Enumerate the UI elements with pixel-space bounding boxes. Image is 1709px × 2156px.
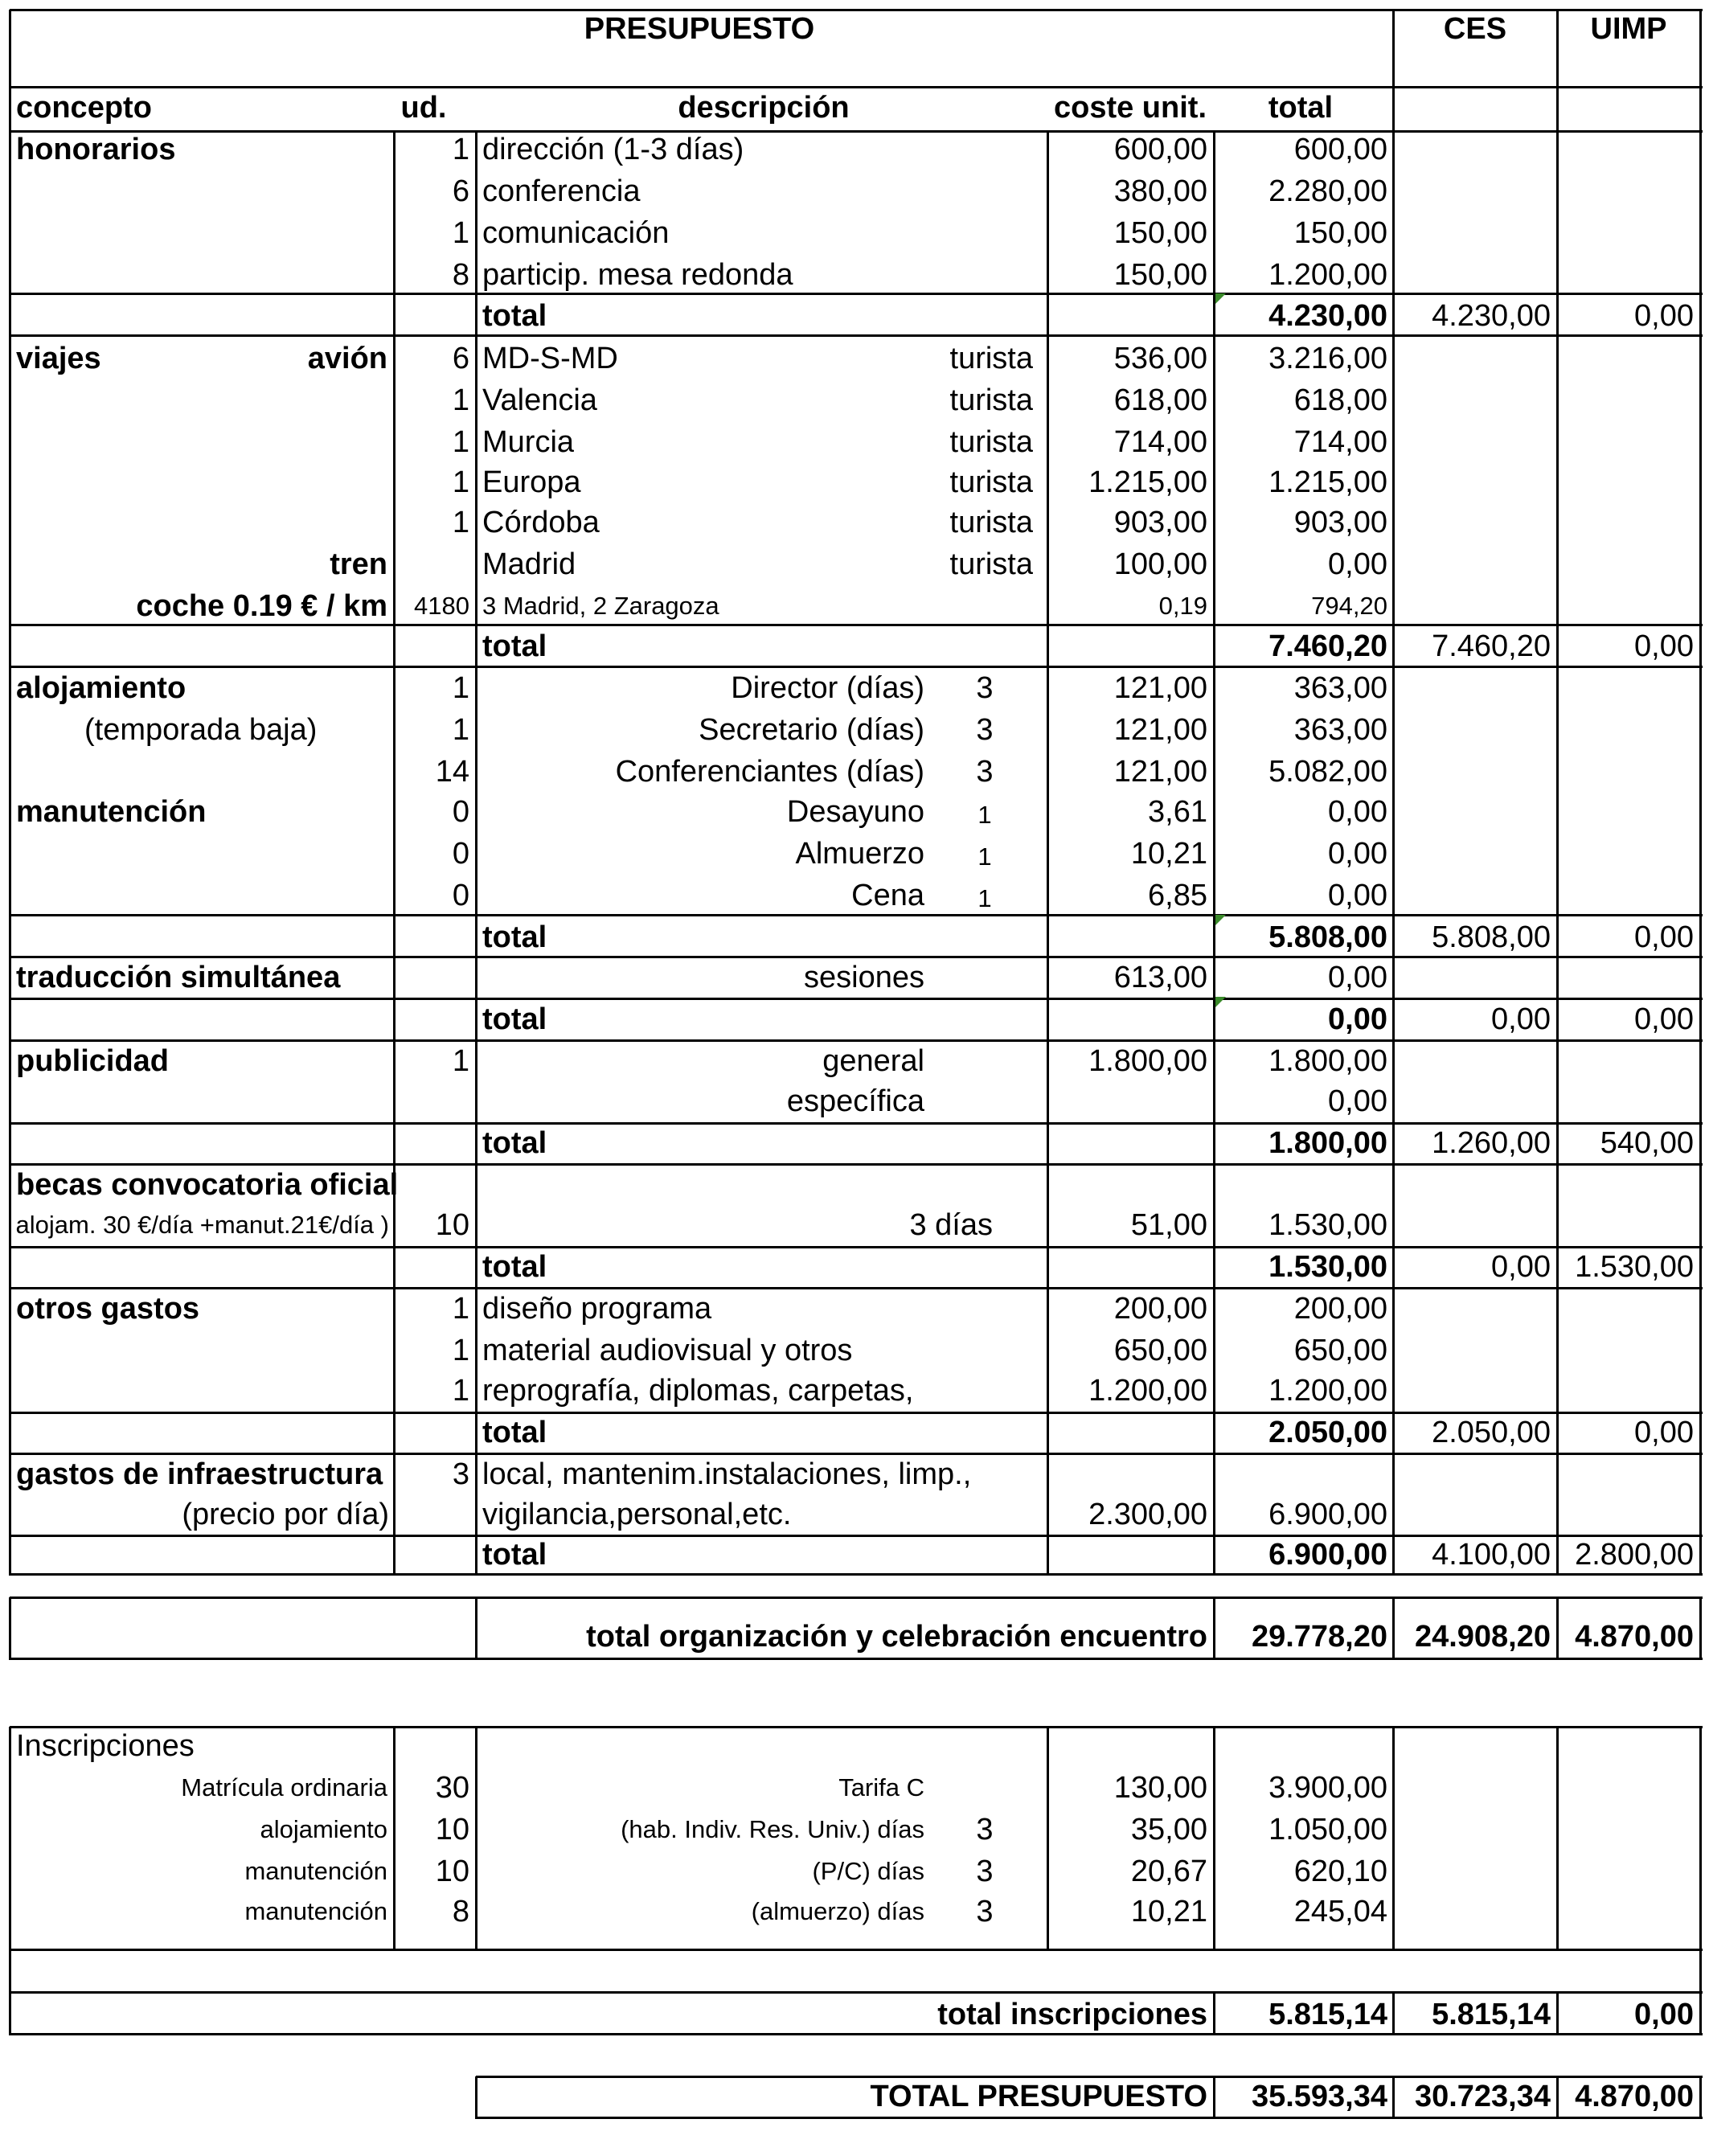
row-ud: 30 bbox=[435, 1771, 469, 1805]
section-total-label: total bbox=[482, 1002, 547, 1036]
grid-line bbox=[1556, 1727, 1559, 1951]
row-description: Córdoba bbox=[482, 506, 600, 539]
row-total: 1.200,00 bbox=[1268, 258, 1387, 292]
grid-line bbox=[1699, 10, 1702, 1576]
total-inscripciones-ces: 5.815,14 bbox=[1432, 1998, 1551, 2031]
row-total: 0,00 bbox=[1328, 1084, 1387, 1118]
section-total-label: total bbox=[482, 1538, 547, 1572]
grid-line bbox=[1699, 2076, 1702, 2119]
row-description: Murcia bbox=[482, 425, 575, 459]
section-total-label: total bbox=[482, 1126, 547, 1160]
section-total-value: 6.900,00 bbox=[1268, 1538, 1387, 1572]
sublabel-temporada: (temporada baja) bbox=[84, 713, 318, 747]
row-description: Conferenciantes (días) bbox=[615, 755, 924, 789]
section-total-uimp: 0,00 bbox=[1634, 299, 1694, 333]
section-label-otros: otros gastos bbox=[16, 1292, 200, 1326]
sublabel-avion: avión bbox=[307, 342, 387, 375]
total-organizacion-label: total organización y celebración encuentro bbox=[586, 1620, 1207, 1654]
section-total-label: total bbox=[482, 1416, 547, 1449]
row-total: 6.900,00 bbox=[1268, 1498, 1387, 1531]
row-ud: 1 bbox=[452, 506, 469, 539]
row-days: 3 bbox=[976, 713, 994, 747]
section-total-ces: 2.050,00 bbox=[1432, 1416, 1551, 1449]
row-concept: alojamiento bbox=[260, 1815, 387, 1843]
row-ud: 6 bbox=[452, 174, 469, 208]
grid-line bbox=[1392, 1597, 1395, 1660]
grid-line bbox=[1213, 1992, 1215, 2035]
row-ud: 3 bbox=[452, 1457, 469, 1491]
grid-line bbox=[10, 1949, 1703, 1951]
grid-line bbox=[9, 10, 11, 1576]
row-total: 1.530,00 bbox=[1268, 1208, 1387, 1242]
grid-line bbox=[1699, 1597, 1702, 1660]
row-total: 714,00 bbox=[1293, 425, 1387, 459]
sublabel-becas: alojam. 30 €/día +manut.21€/día ) bbox=[15, 1211, 389, 1239]
section-total-uimp: 2.800,00 bbox=[1575, 1538, 1694, 1572]
row-ud: 1 bbox=[452, 1044, 469, 1078]
total-inscripciones-uimp: 0,00 bbox=[1634, 1998, 1694, 2031]
row-unit-cost: 380,00 bbox=[1113, 174, 1207, 208]
section-total-uimp: 540,00 bbox=[1600, 1126, 1694, 1160]
grid-line bbox=[1556, 1597, 1559, 1660]
row-unit-cost: 1.800,00 bbox=[1088, 1044, 1207, 1078]
row-unit-cost: 35,00 bbox=[1130, 1813, 1207, 1847]
row-description: específica bbox=[786, 1084, 924, 1118]
row-days: 1 bbox=[977, 884, 992, 912]
row-total: 0,00 bbox=[1328, 879, 1387, 912]
page-title: PRESUPUESTO bbox=[584, 12, 815, 46]
column-header-coste: coste unit. bbox=[1053, 91, 1207, 125]
row-ud: 4180 bbox=[414, 592, 469, 620]
row-unit-cost: 130,00 bbox=[1113, 1771, 1207, 1805]
section-total-label: total bbox=[482, 1250, 547, 1284]
row-ud: 0 bbox=[452, 795, 469, 829]
total-inscripciones-label: total inscripciones bbox=[937, 1998, 1207, 2031]
row-ud: 1 bbox=[452, 465, 469, 499]
row-class: turista bbox=[949, 465, 1033, 499]
total-organizacion-value: 29.778,20 bbox=[1251, 1620, 1387, 1654]
row-unit-cost: 150,00 bbox=[1113, 216, 1207, 250]
column-header-ces: CES bbox=[1443, 12, 1507, 46]
section-total-label: total bbox=[482, 629, 547, 663]
row-total: 620,10 bbox=[1293, 1855, 1387, 1888]
row-description: (P/C) días bbox=[812, 1857, 924, 1885]
grid-line bbox=[1392, 2076, 1395, 2119]
row-total: 3.216,00 bbox=[1268, 342, 1387, 375]
grid-line bbox=[1556, 10, 1559, 1576]
section-total-value: 1.800,00 bbox=[1268, 1126, 1387, 1160]
section-label-publicidad: publicidad bbox=[16, 1044, 169, 1078]
column-header-descripcion: descripción bbox=[678, 91, 850, 125]
row-ud: 1 bbox=[452, 1374, 469, 1408]
row-unit-cost: 650,00 bbox=[1113, 1334, 1207, 1367]
row-ud: 1 bbox=[452, 383, 469, 417]
row-days: 3 bbox=[976, 1855, 994, 1888]
column-header-uimp: UIMP bbox=[1590, 12, 1667, 46]
grand-total-uimp: 4.870,00 bbox=[1575, 2080, 1694, 2113]
row-description: diseño programa bbox=[482, 1292, 712, 1326]
section-total-ces: 5.808,00 bbox=[1432, 920, 1551, 954]
section-label-honorarios: honorarios bbox=[16, 133, 176, 166]
grid-line bbox=[9, 1597, 11, 1660]
row-ud: 8 bbox=[452, 258, 469, 292]
section-total-ces: 0,00 bbox=[1491, 1002, 1551, 1036]
total-organizacion-ces: 24.908,20 bbox=[1414, 1620, 1551, 1654]
grid-line bbox=[10, 1658, 1703, 1660]
row-unit-cost: 618,00 bbox=[1113, 383, 1207, 417]
row-total: 0,00 bbox=[1328, 547, 1387, 581]
row-unit-cost: 51,00 bbox=[1130, 1208, 1207, 1242]
row-description: (hab. Indiv. Res. Univ.) días bbox=[621, 1815, 924, 1843]
grid-line bbox=[1213, 1597, 1215, 1660]
row-ud: 10 bbox=[435, 1208, 469, 1242]
row-ud: 0 bbox=[452, 879, 469, 912]
section-total-ces: 4.100,00 bbox=[1432, 1538, 1551, 1572]
row-total: 363,00 bbox=[1293, 713, 1387, 747]
section-label-becas: becas convocatoria oficial bbox=[16, 1168, 399, 1202]
section-total-ces: 1.260,00 bbox=[1432, 1126, 1551, 1160]
row-ud: 0 bbox=[452, 837, 469, 871]
section-total-label: total bbox=[482, 920, 547, 954]
row-description: Secretario (días) bbox=[699, 713, 924, 747]
row-total: 1.200,00 bbox=[1268, 1374, 1387, 1408]
section-total-ces: 0,00 bbox=[1491, 1250, 1551, 1284]
row-description: Cena bbox=[851, 879, 924, 912]
section-total-value: 7.460,20 bbox=[1268, 629, 1387, 663]
row-ud: 6 bbox=[452, 342, 469, 375]
row-description: general bbox=[822, 1044, 924, 1078]
row-ud: 1 bbox=[452, 133, 469, 166]
row-total: 150,00 bbox=[1293, 216, 1387, 250]
section-label-infraestructura: gastos de infraestructura bbox=[16, 1457, 383, 1491]
row-days: 3 bbox=[976, 755, 994, 789]
row-unit-cost: 536,00 bbox=[1113, 342, 1207, 375]
row-class: turista bbox=[949, 342, 1033, 375]
sublabel-tren: tren bbox=[330, 547, 387, 581]
section-total-value: 2.050,00 bbox=[1268, 1416, 1387, 1449]
row-description: 3 días bbox=[909, 1208, 993, 1242]
row-days bbox=[663, 1767, 1306, 1809]
row-class: turista bbox=[949, 547, 1033, 581]
row-unit-cost: 10,21 bbox=[1130, 1895, 1207, 1929]
section-total-uimp: 0,00 bbox=[1634, 920, 1694, 954]
section-label-alojamiento: alojamiento bbox=[16, 671, 186, 705]
row-ud: 1 bbox=[452, 1292, 469, 1326]
row-unit-cost: 100,00 bbox=[1113, 547, 1207, 581]
section-total-ces: 7.460,20 bbox=[1432, 629, 1551, 663]
grid-line bbox=[10, 1287, 1703, 1289]
section-total-value: 4.230,00 bbox=[1268, 299, 1387, 333]
total-inscripciones-value: 5.815,14 bbox=[1268, 1998, 1387, 2031]
grid-line bbox=[10, 1246, 1703, 1248]
row-ud: 10 bbox=[435, 1813, 469, 1847]
row-total: 363,00 bbox=[1293, 671, 1387, 705]
row-class: turista bbox=[949, 383, 1033, 417]
row-description: Tarifa C bbox=[838, 1773, 924, 1801]
section-total-value: 1.530,00 bbox=[1268, 1250, 1387, 1284]
row-unit-cost: 121,00 bbox=[1113, 713, 1207, 747]
row-total: 1.050,00 bbox=[1268, 1813, 1387, 1847]
grid-line bbox=[393, 1727, 395, 1951]
row-description: sesiones bbox=[804, 961, 924, 994]
grid-line bbox=[9, 1727, 11, 2035]
row-ud: 1 bbox=[452, 1334, 469, 1367]
row-class: turista bbox=[949, 425, 1033, 459]
row-unit-cost: 1.215,00 bbox=[1088, 465, 1207, 499]
row-concept: Matrícula ordinaria bbox=[181, 1773, 387, 1801]
section-total-label: total bbox=[482, 299, 547, 333]
grid-line bbox=[1556, 1992, 1559, 2035]
grid-line bbox=[475, 1727, 477, 1951]
row-description: (almuerzo) días bbox=[751, 1897, 924, 1925]
row-total: 1.800,00 bbox=[1268, 1044, 1387, 1078]
row-days: 3 bbox=[976, 1895, 994, 1929]
row-total: 794,20 bbox=[1311, 592, 1387, 620]
row-ud: 10 bbox=[435, 1855, 469, 1888]
row-total: 245,04 bbox=[1293, 1895, 1387, 1929]
row-unit-cost: 903,00 bbox=[1113, 506, 1207, 539]
grid-line bbox=[10, 1597, 1703, 1599]
grid-line bbox=[475, 2076, 477, 2119]
row-total: 5.082,00 bbox=[1268, 755, 1387, 789]
row-total: 650,00 bbox=[1293, 1334, 1387, 1367]
grand-total-ces: 30.723,34 bbox=[1414, 2080, 1551, 2113]
row-days: 3 bbox=[976, 1813, 994, 1847]
grid-line bbox=[1699, 1727, 1702, 2035]
row-days: 1 bbox=[977, 801, 992, 829]
comment-marker-icon bbox=[1215, 293, 1226, 304]
row-unit-cost: 121,00 bbox=[1113, 755, 1207, 789]
row-description: reprografía, diplomas, carpetas, bbox=[482, 1374, 914, 1408]
row-unit-cost: 600,00 bbox=[1113, 133, 1207, 166]
row-description: Europa bbox=[482, 465, 581, 499]
grid-line bbox=[475, 131, 477, 1576]
row-description: Almuerzo bbox=[795, 837, 924, 871]
row-ud: 1 bbox=[452, 425, 469, 459]
row-ud: 1 bbox=[452, 671, 469, 705]
row-description: material audiovisual y otros bbox=[482, 1334, 853, 1367]
section-total-uimp: 0,00 bbox=[1634, 629, 1694, 663]
section-total-uimp: 1.530,00 bbox=[1575, 1250, 1694, 1284]
row-description: Valencia bbox=[482, 383, 597, 417]
column-header-concepto: concepto bbox=[16, 91, 152, 125]
grid-line bbox=[10, 130, 1703, 133]
row-total: 200,00 bbox=[1293, 1292, 1387, 1326]
row-description: Madrid bbox=[482, 547, 576, 581]
row-description: local, mantenim.instalaciones, limp., bbox=[482, 1457, 972, 1491]
row-unit-cost: 3,61 bbox=[1148, 795, 1207, 829]
row-unit-cost: 10,21 bbox=[1130, 837, 1207, 871]
grid-line bbox=[1392, 1992, 1395, 2035]
row-unit-cost: 714,00 bbox=[1113, 425, 1207, 459]
row-unit-cost: 613,00 bbox=[1113, 961, 1207, 994]
row-description: Director (días) bbox=[731, 671, 924, 705]
row-unit-cost: 6,85 bbox=[1148, 879, 1207, 912]
row-description: dirección (1-3 días) bbox=[482, 133, 744, 166]
row-total: 0,00 bbox=[1328, 837, 1387, 871]
grand-total-label: TOTAL PRESUPUESTO bbox=[870, 2080, 1207, 2113]
row-days: 1 bbox=[977, 842, 992, 871]
row-description: vigilancia,personal,etc. bbox=[482, 1498, 792, 1531]
row-total: 2.280,00 bbox=[1268, 174, 1387, 208]
row-concept: manutención bbox=[244, 1897, 387, 1925]
row-description: Desayuno bbox=[786, 795, 924, 829]
row-total: 903,00 bbox=[1293, 506, 1387, 539]
total-organizacion-uimp: 4.870,00 bbox=[1575, 1620, 1694, 1654]
row-description: 3 Madrid, 2 Zaragoza bbox=[482, 592, 719, 620]
row-total: 1.215,00 bbox=[1268, 465, 1387, 499]
grid-line bbox=[1213, 2076, 1215, 2119]
row-total: 618,00 bbox=[1293, 383, 1387, 417]
row-unit-cost: 200,00 bbox=[1113, 1292, 1207, 1326]
section-total-value: 0,00 bbox=[1328, 1002, 1387, 1036]
section-label-inscripciones: Inscripciones bbox=[16, 1729, 195, 1763]
row-unit-cost: 2.300,00 bbox=[1088, 1498, 1207, 1531]
section-total-value: 5.808,00 bbox=[1268, 920, 1387, 954]
comment-marker-icon bbox=[1215, 997, 1226, 1007]
row-description: comunicación bbox=[482, 216, 670, 250]
sublabel-precio-dia: (precio por día) bbox=[182, 1498, 389, 1531]
grid-line bbox=[475, 1597, 477, 1660]
row-total: 600,00 bbox=[1293, 133, 1387, 166]
row-concept: manutención bbox=[244, 1857, 387, 1885]
row-total: 0,00 bbox=[1328, 795, 1387, 829]
section-label-manutencion: manutención bbox=[16, 795, 207, 829]
section-label-viajes: viajes bbox=[16, 342, 101, 375]
section-total-ces: 4.230,00 bbox=[1432, 299, 1551, 333]
row-ud: 1 bbox=[452, 713, 469, 747]
grand-total-value: 35.593,34 bbox=[1251, 2080, 1387, 2113]
row-total: 0,00 bbox=[1328, 961, 1387, 994]
section-total-uimp: 0,00 bbox=[1634, 1416, 1694, 1449]
row-unit-cost: 0,19 bbox=[1158, 592, 1207, 620]
row-unit-cost: 20,67 bbox=[1130, 1855, 1207, 1888]
row-ud: 8 bbox=[452, 1895, 469, 1929]
sublabel-coche: coche 0.19 € / km bbox=[136, 589, 387, 623]
row-ud: 1 bbox=[452, 216, 469, 250]
comment-marker-icon bbox=[1215, 915, 1226, 925]
row-days: 3 bbox=[976, 671, 994, 705]
row-unit-cost: 1.200,00 bbox=[1088, 1374, 1207, 1408]
row-unit-cost: 121,00 bbox=[1113, 671, 1207, 705]
row-description: MD-S-MD bbox=[482, 342, 618, 375]
grid-line bbox=[393, 131, 395, 1576]
row-total: 3.900,00 bbox=[1268, 1771, 1387, 1805]
section-total-uimp: 0,00 bbox=[1634, 1002, 1694, 1036]
grid-line bbox=[10, 1726, 1703, 1728]
row-class: turista bbox=[949, 506, 1033, 539]
grid-line bbox=[1392, 10, 1395, 1576]
column-header-total: total bbox=[1268, 91, 1334, 125]
section-label-traduccion: traducción simultánea bbox=[16, 961, 341, 994]
grid-line bbox=[1392, 1727, 1395, 1951]
row-unit-cost: 150,00 bbox=[1113, 258, 1207, 292]
column-header-ud: ud. bbox=[400, 91, 447, 125]
row-description: conferencia bbox=[482, 174, 641, 208]
row-ud: 14 bbox=[435, 755, 469, 789]
row-description: particip. mesa redonda bbox=[482, 258, 793, 292]
grid-line bbox=[1556, 2076, 1559, 2119]
